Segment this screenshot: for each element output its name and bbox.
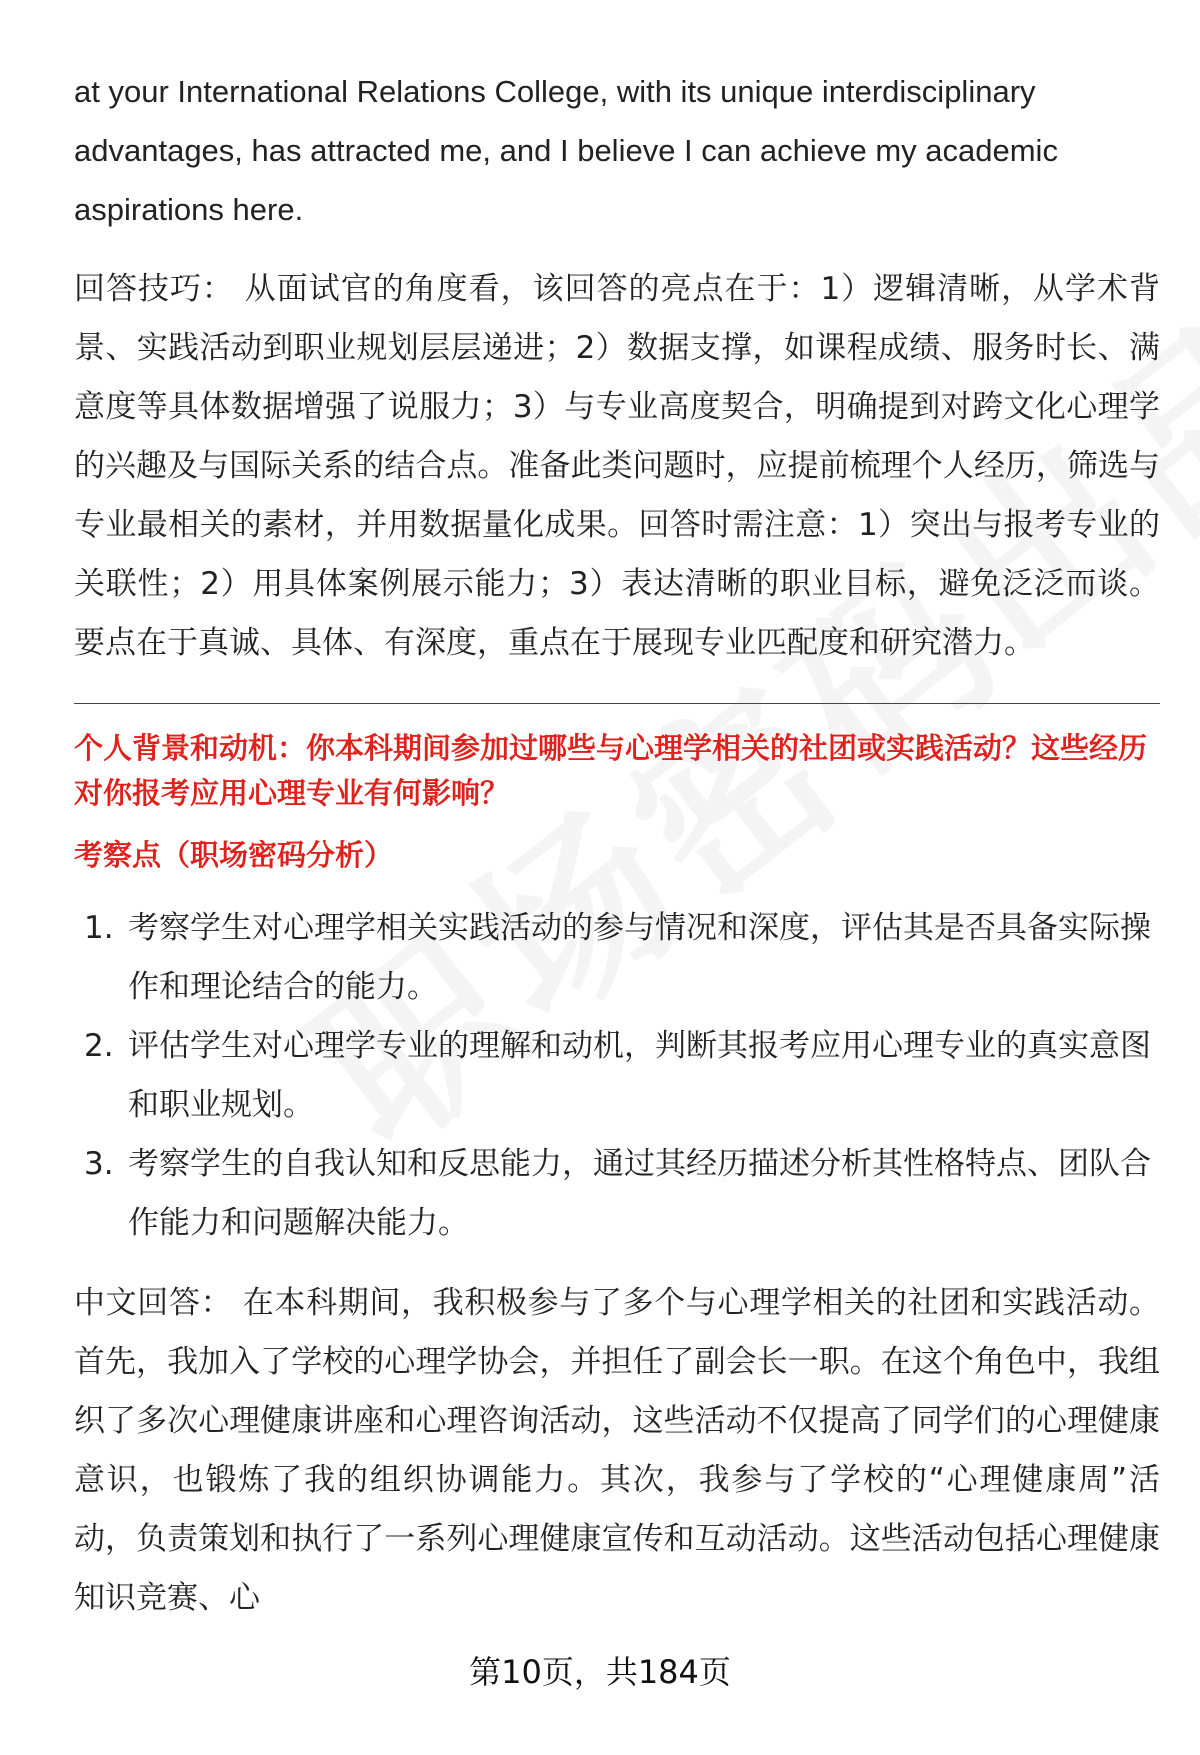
assessment-item-number: 2. xyxy=(84,1028,114,1064)
intro-english-paragraph: at your International Relations College, with its unique interdisciplinary advantages, has attracted me, and I believe I can achieve my academic aspirations here. xyxy=(74,74,1058,227)
assessment-item-text: 评估学生对心理学专业的理解和动机，判断其报考应用心理专业的真实意图和职业规划。 xyxy=(128,1028,1151,1123)
tips-paragraph xyxy=(74,260,1160,673)
assessment-title: 考察点（职场密码分析） xyxy=(74,838,394,872)
assessment-item-number: 3. xyxy=(84,1146,114,1182)
assessment-list xyxy=(74,899,1160,1253)
assessment-item-number: 1. xyxy=(84,910,114,946)
assessment-item xyxy=(74,1017,1160,1135)
answer-cn-paragraph xyxy=(74,1274,1160,1628)
section-divider xyxy=(74,703,1160,704)
answer-cn-label: 中文回答： xyxy=(74,1285,233,1321)
tips-text: 从面试官的角度看，该回答的亮点在于：1）逻辑清晰，从学术背景、实践活动到职业规划层层递进；2）数据支撑，如课程成绩、服务时长、满意度等具体数据增强了说服力；3）与专业高度契合，明确提到对跨文化心理学的兴趣及与国际关系的结合点。准备此类问题时，应提前梳理个人经历，筛选与专业最相关的素材，并用数据量化成果。回答时需注意：1）突出与报考专业的关联性；2）用具体案例展示能力；3）表达清晰的职业目标，避免泛泛而谈。要点在于真诚、具体、有深度，重点在于展现专业匹配度和研究潜力。 xyxy=(74,271,1160,661)
tips-label: 回答技巧： xyxy=(74,271,234,307)
answer-cn-text: 在本科期间，我积极参与了多个与心理学相关的社团和实践活动。首先，我加入了学校的心理学协会，并担任了副会长一职。在这个角色中，我组织了多次心理健康讲座和心理咨询活动，这些活动不仅提高了同学们的心理健康意识，也锻炼了我的组织协调能力。其次，我参与了学校的“心理健康周”活动，负责策划和执行了一系列心理健康宣传和互动活动。这些活动包括心理健康知识竞赛、心 xyxy=(74,1285,1161,1616)
question-title: 个人背景和动机：你本科期间参加过哪些与心理学相关的社团或实践活动？这些经历对你报考应用心理专业有何影响？ xyxy=(74,731,1148,810)
assessment-item xyxy=(74,899,1160,1017)
page-number: 第10页，共184页 xyxy=(469,1653,731,1691)
assessment-item-text: 考察学生的自我认知和反思能力，通过其经历描述分析其性格特点、团队合作能力和问题解决能力。 xyxy=(128,1146,1151,1241)
assessment-item xyxy=(74,1135,1160,1253)
page-content xyxy=(74,62,1160,1628)
assessment-item-text: 考察学生对心理学相关实践活动的参与情况和深度，评估其是否具备实际操作和理论结合的能力。 xyxy=(128,910,1151,1005)
